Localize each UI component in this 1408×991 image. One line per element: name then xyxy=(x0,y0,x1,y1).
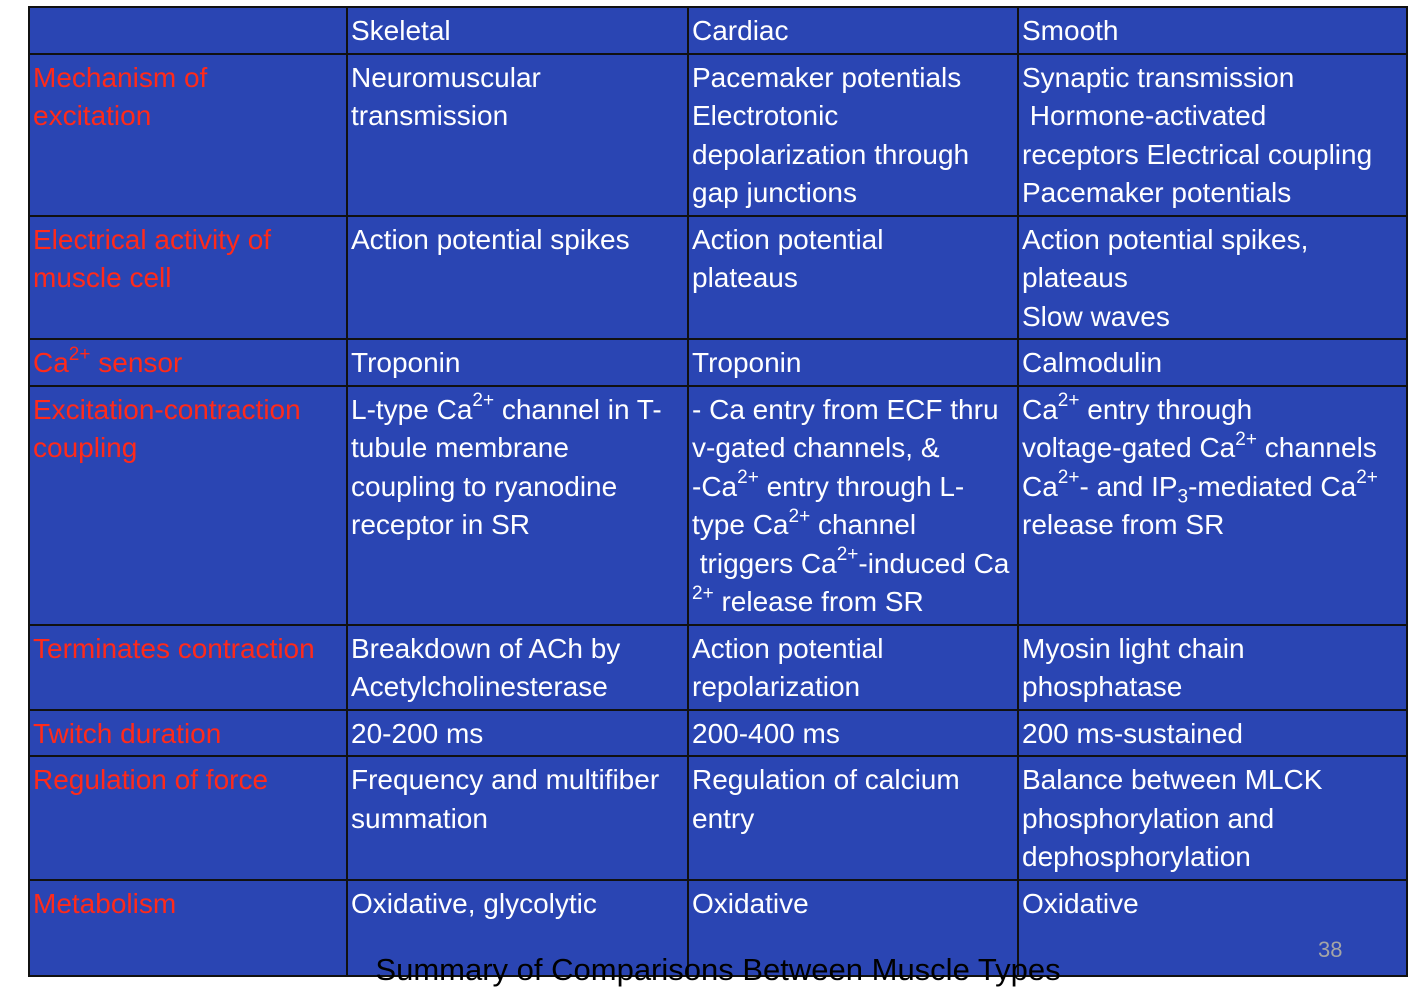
cell-cardiac: Action potential repolarization xyxy=(688,625,1018,710)
cell-skeletal: 20-200 ms xyxy=(347,710,688,757)
slide-caption: Summary of Comparisons Between Muscle Types xyxy=(375,952,1061,987)
cell-skeletal: Action potential spikes xyxy=(347,216,688,340)
header-empty-cell xyxy=(29,7,347,54)
row-ca-sensor xyxy=(29,339,1407,386)
cell-smooth: $Ca^{2+}$ entry through voltage-gated $Ca^{2+}$ channels $Ca^{2+}-$ and $IP_3$-mediated $Ca^{2+}$ release from SR xyxy=(1018,386,1407,625)
comparison-table xyxy=(28,6,1408,977)
row-terminates-contraction xyxy=(29,625,1407,710)
cell-smooth: Balance between MLCK phosphorylation and dephosphorylation xyxy=(1018,756,1407,880)
cell-smooth: Synaptic transmission Hormone-activated receptors Electrical coupling Pacemaker potentials xyxy=(1018,54,1407,216)
row-electrical-activity xyxy=(29,216,1407,340)
cell-smooth: Calmodulin xyxy=(1018,339,1407,386)
cell-cardiac: Action potential plateaus xyxy=(688,216,1018,340)
row-twitch-duration xyxy=(29,710,1407,757)
row-mechanism-of-excitation xyxy=(29,54,1407,216)
cell-skeletal: Oxidative, glycolytic xyxy=(347,880,688,976)
cell-cardiac: Oxidative xyxy=(688,880,1018,976)
row-label: Terminates contraction xyxy=(29,625,347,710)
row-label: Metabolism xyxy=(29,880,347,976)
cell-cardiac: 200-400 ms xyxy=(688,710,1018,757)
cell-skeletal: Frequency and multifiber summation xyxy=(347,756,688,880)
row-label: Excitation-contraction coupling xyxy=(29,386,347,625)
page-number: 38 xyxy=(1318,937,1343,962)
cell-smooth: Myosin light chain phosphatase xyxy=(1018,625,1407,710)
cell-smooth: Action potential spikes, plateaus Slow waves xyxy=(1018,216,1407,340)
cell-skeletal: Troponin xyxy=(347,339,688,386)
header-smooth: Smooth xyxy=(1018,7,1407,54)
cell-smooth: Oxidative xyxy=(1018,880,1407,976)
row-label: Twitch duration xyxy=(29,710,347,757)
cell-smooth: 200 ms-sustained xyxy=(1018,710,1407,757)
row-label: Regulation of force xyxy=(29,756,347,880)
header-row xyxy=(29,7,1407,54)
row-excitation-contraction-coupling xyxy=(29,386,1407,625)
row-regulation-of-force xyxy=(29,756,1407,880)
row-label: Mechanism of excitation xyxy=(29,54,347,216)
cell-cardiac: Pacemaker potentials Electrotonic depolarization through gap junctions xyxy=(688,54,1018,216)
row-label: Electrical activity of muscle cell xyxy=(29,216,347,340)
header-skeletal: Skeletal xyxy=(347,7,688,54)
cell-skeletal: Neuromuscular transmission xyxy=(347,54,688,216)
cell-skeletal: Breakdown of ACh by Acetylcholinesterase xyxy=(347,625,688,710)
header-cardiac: Cardiac xyxy=(688,7,1018,54)
row-label: $Ca^{2+}$ sensor xyxy=(29,339,347,386)
cell-cardiac: Regulation of calcium entry xyxy=(688,756,1018,880)
cell-cardiac: Troponin xyxy=(688,339,1018,386)
cell-cardiac: - Ca entry from ECF thru v-gated channels, & $-Ca^{2+}$ entry through L- type $Ca^{2+}$ channel triggers $Ca^{2+}$-induced Ca $^{2+}$ release from SR xyxy=(688,386,1018,625)
cell-skeletal: L-type $Ca^{2+}$ channel in T- tubule membrane coupling to ryanodine receptor in SR xyxy=(347,386,688,625)
